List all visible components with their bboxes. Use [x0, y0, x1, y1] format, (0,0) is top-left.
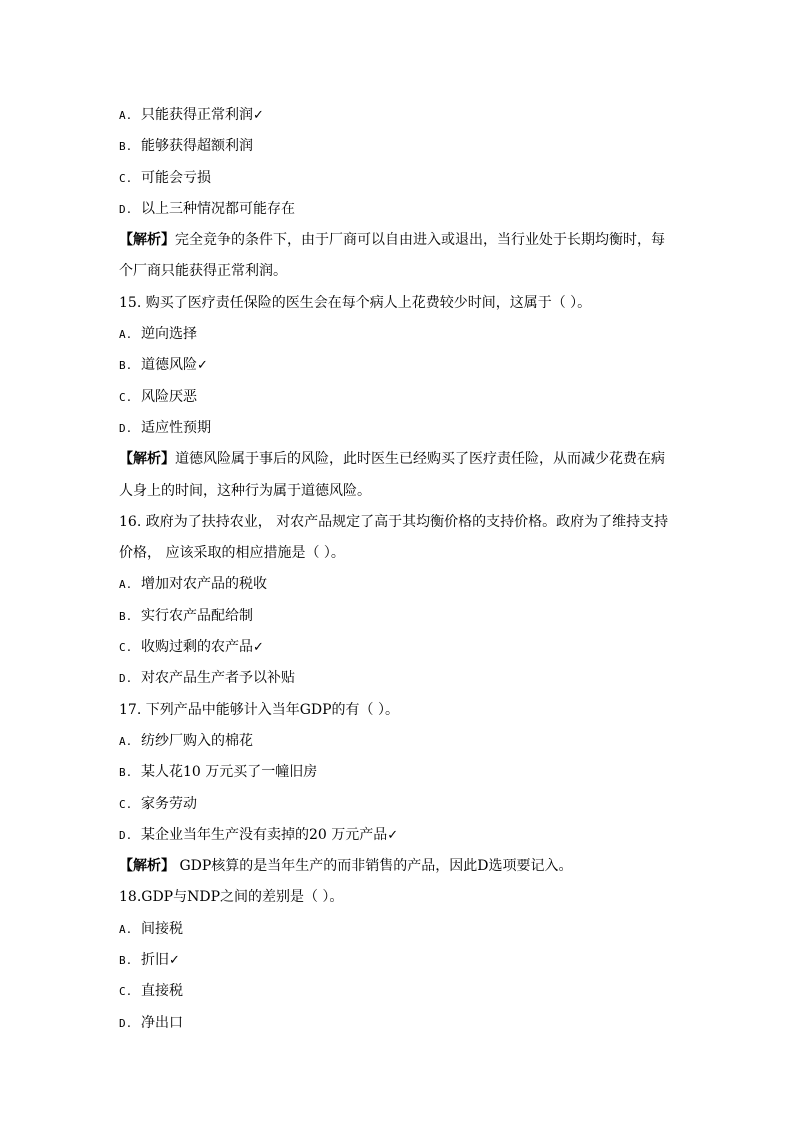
option-letter: D.	[119, 828, 133, 842]
option-text: 适应性预期	[141, 419, 211, 436]
option-letter: A.	[119, 578, 133, 592]
option-letter: C.	[119, 171, 133, 185]
analysis-tag: 【解析】	[119, 232, 175, 249]
option-text: 折旧	[141, 952, 169, 969]
correct-check-icon: ✓	[169, 953, 180, 969]
option-letter: C.	[119, 797, 133, 811]
option-letter: B.	[119, 140, 133, 154]
option-line	[119, 194, 689, 225]
option-text: 纺纱厂购入的棉花	[141, 732, 253, 749]
option-line	[119, 726, 689, 757]
option-line	[119, 163, 689, 194]
option-letter: D.	[119, 1016, 133, 1030]
option-text: 只能获得正常利润	[141, 107, 253, 123]
text-line: 人身上的时间，这种行为属于道德风险。	[119, 482, 371, 499]
option-letter: B.	[119, 359, 133, 373]
option-line	[119, 413, 689, 444]
option-letter: D.	[119, 421, 133, 435]
correct-check-icon: ✓	[387, 827, 399, 843]
option-text: 净出口	[141, 1014, 183, 1031]
option-line	[119, 601, 689, 632]
option-letter: C.	[119, 641, 133, 655]
option-letter: C.	[119, 390, 133, 404]
analysis-text: 完全竞争的条件下，由于厂商可以自由进入或退出，当行业处于长期均衡时，每	[175, 232, 665, 249]
option-text: 实行农产品配给制	[141, 607, 253, 624]
option-letter: D.	[119, 672, 133, 686]
option-line	[119, 976, 689, 1007]
analysis-tag: 【解析】	[119, 451, 175, 468]
option-text: 道德风险	[141, 357, 197, 374]
analysis-text: 道德风险属于事后的风险，此时医生已经购买了医疗责任险，从而减少花费在病	[175, 451, 665, 468]
option-line	[119, 382, 689, 413]
question-line: 15. 购买了医疗责任保险的医生会在每个病人上花费较少时间，这属于（ ）。	[119, 294, 592, 311]
question-line: 价格， 应该采取的相应措施是（ ）。	[119, 545, 345, 562]
analysis-line	[119, 444, 689, 475]
option-text: 收购过剩的农产品	[141, 639, 253, 656]
option-line	[119, 100, 689, 131]
option-letter: A.	[119, 734, 133, 748]
option-text: 直接税	[141, 983, 183, 1000]
option-line	[119, 131, 689, 162]
option-line	[119, 789, 689, 820]
option-letter: B.	[119, 954, 133, 968]
analysis-tag: 【解析】	[119, 858, 175, 875]
option-line	[119, 1008, 689, 1039]
option-text: 风险厌恶	[141, 388, 197, 405]
analysis-line	[119, 851, 689, 882]
correct-check-icon: ✓	[253, 108, 264, 123]
option-line	[119, 945, 689, 976]
document-page	[119, 100, 689, 1039]
option-letter: C.	[119, 985, 133, 999]
option-letter: A.	[119, 328, 133, 342]
option-text: 逆向选择	[141, 326, 197, 343]
option-line	[119, 350, 689, 381]
option-line	[119, 632, 689, 663]
option-letter: A.	[119, 922, 133, 936]
option-letter: A.	[119, 109, 133, 122]
correct-check-icon: ✓	[253, 640, 264, 656]
question-line: 17. 下列产品中能够计入当年GDP的有（ ）。	[119, 701, 399, 718]
option-text: 某企业当年生产没有卖掉的20 万元产品	[141, 826, 388, 843]
option-text: 可能会亏损	[141, 169, 211, 186]
option-text: 能够获得超额利润	[141, 138, 253, 155]
option-text: 家务劳动	[141, 795, 197, 812]
option-letter: B.	[119, 609, 133, 623]
option-line	[119, 319, 689, 350]
correct-check-icon: ✓	[197, 358, 208, 374]
option-line	[119, 569, 689, 600]
option-line	[119, 757, 689, 788]
option-text: 间接税	[141, 920, 183, 937]
option-line	[119, 914, 689, 945]
option-line	[119, 820, 689, 851]
analysis-text: GDP核算的是当年生产的而非销售的产品，因此D选项要记入。	[175, 858, 573, 875]
option-text: 对农产品生产者予以补贴	[141, 670, 295, 687]
option-letter: B.	[119, 766, 133, 780]
analysis-line	[119, 225, 689, 256]
option-text: 以上三种情况都可能存在	[141, 200, 295, 217]
option-text: 某人花10 万元买了一幢旧房	[141, 764, 318, 781]
option-line	[119, 663, 689, 694]
question-line: 18.GDP与NDP之间的差别是（ ）。	[119, 889, 344, 906]
question-line: 16. 政府为了扶持农业， 对农产品规定了高于其均衡价格的支持价格。政府为了维持支持	[119, 513, 669, 530]
option-letter: D.	[119, 202, 133, 216]
option-text: 增加对农产品的税收	[141, 576, 267, 593]
text-line: 个厂商只能获得正常利润。	[119, 263, 287, 280]
